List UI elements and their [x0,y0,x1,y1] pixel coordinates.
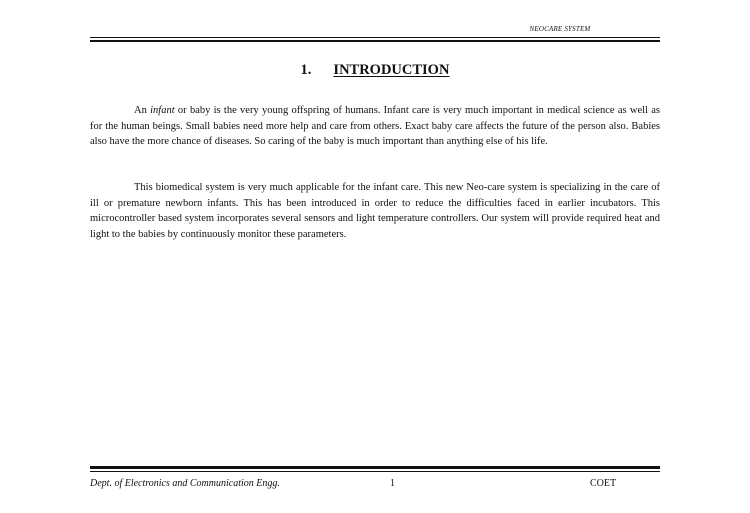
section-number: 1. [300,62,312,78]
page-number: 1 [390,478,395,489]
running-header: NEOCARE SYSTEM [529,25,591,33]
footer-department: Dept. of Electronics and Communication Engg. [90,478,280,489]
footer-rule-thin [90,471,660,472]
paragraph-intro-lead: An [134,105,151,116]
footer-rule-thick [90,466,660,469]
paragraph-intro-rest: or baby is the very young offspring of humans. Infant care is very much important in medical science as well as for the human beings. Small babies need more help and care from others. Exact baby care affects the future of the person also. Babies also have the more chance of diseases. So caring of the baby is much important than anything else of his life. [90,105,660,148]
section-title [90,62,660,79]
paragraph-system: This biomedical system is very much applicable for the infant care. This new Neo-care system is specializing in the care of ill or premature newborn infants. This has been introduced in order to reduce the difficulties faced in earlier incubators. This microcontroller based system incorporates several sensors and light temperature controllers. Our system will provide required heat and light to the babies by continuously monitor these parameters. [90,182,660,240]
header-rule-thin [90,37,660,38]
header-rule-thick [90,40,660,42]
paragraph-intro [90,103,660,150]
section-heading: INTRODUCTION [333,62,450,78]
paragraph-intro-emphasis: infant [150,105,175,116]
footer-institution: COET [590,478,617,489]
